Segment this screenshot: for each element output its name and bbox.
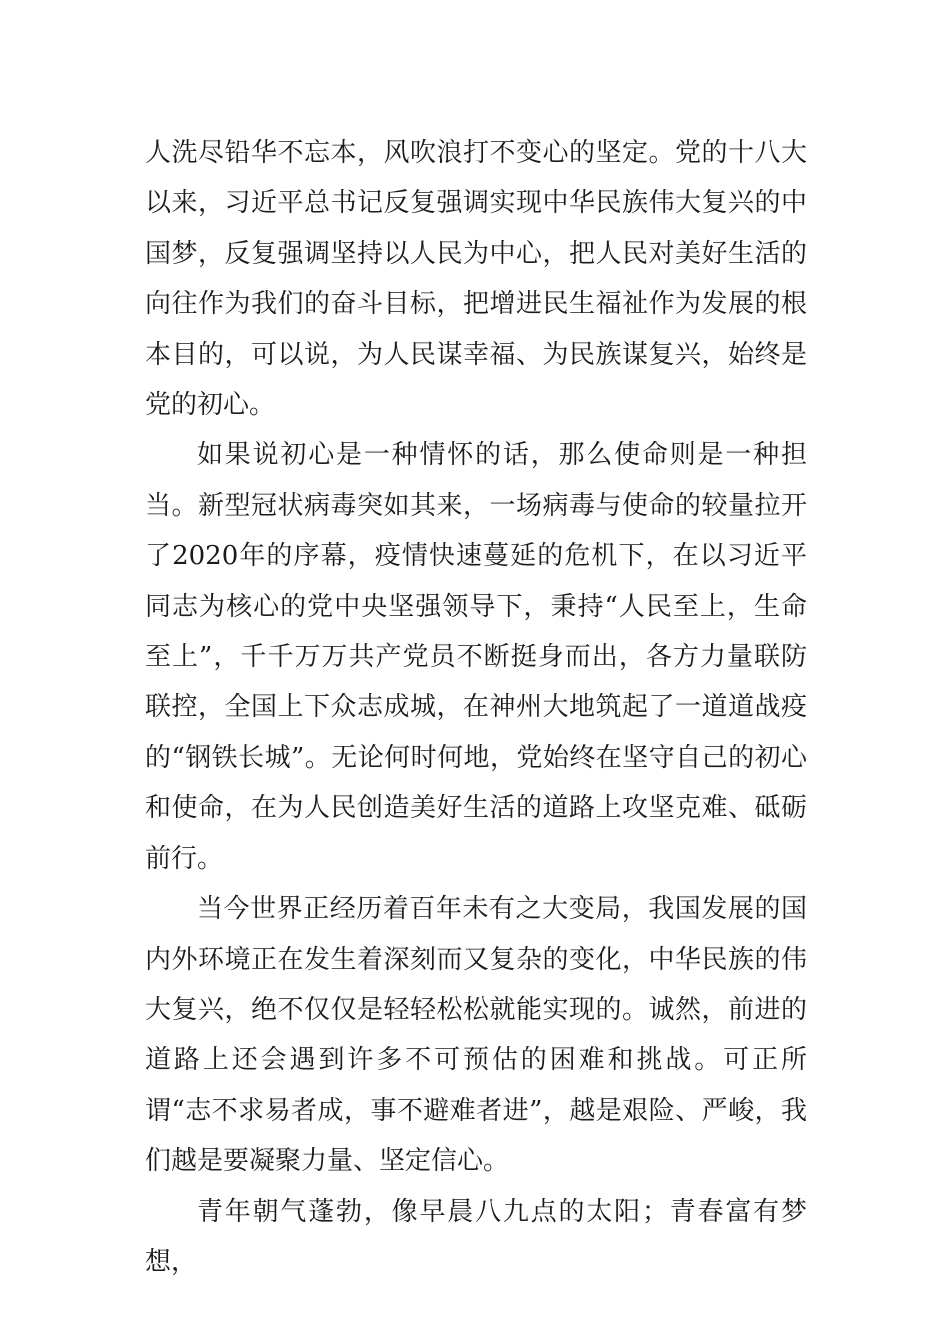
document-body xyxy=(145,128,807,1287)
paragraph-world-changes: 当今世界正经历着百年未有之大变局，我国发展的国内外环境正在发生着深刻而又复杂的变化，中华民族的伟大复兴，绝不仅仅是轻轻松松就能实现的。诚然，前进的道路上还会遇到许多不可预估的困难和挑战。可正所谓“志不求易者成，事不避难者进”，越是艰险、严峻，我们越是要凝聚力量、坚定信心。 xyxy=(145,894,807,1177)
paragraph-mission: 如果说初心是一种情怀的话，那么使命则是一种担当。新型冠状病毒突如其来，一场病毒与使命的较量拉开了2020年的序幕，疫情快速蔓延的危机下，在以习近平同志为核心的党中央坚强领导下，秉持“人民至上，生命至上”，千千万万共产党员不断挺身而出，各方力量联防联控，全国上下众志成城，在神州大地筑起了一道道战疫的“钢铁长城”。无论何时何地，党始终在坚守自己的初心和使命，在为人民创造美好生活的道路上攻坚克难、砥砺前行。 xyxy=(145,440,807,874)
paragraph-youth: 青年朝气蓬勃，像早晨八九点的太阳；青春富有梦想， xyxy=(145,1196,807,1277)
paragraph-continuation: 人洗尽铅华不忘本，风吹浪打不变心的坚定。党的十八大以来，习近平总书记反复强调实现中华民族伟大复兴的中国梦，反复强调坚持以人民为中心，把人民对美好生活的向往作为我们的奋斗目标，把增进民生福祉作为发展的根本目的，可以说，为人民谋幸福、为民族谋复兴，始终是党的初心。 xyxy=(145,138,807,421)
